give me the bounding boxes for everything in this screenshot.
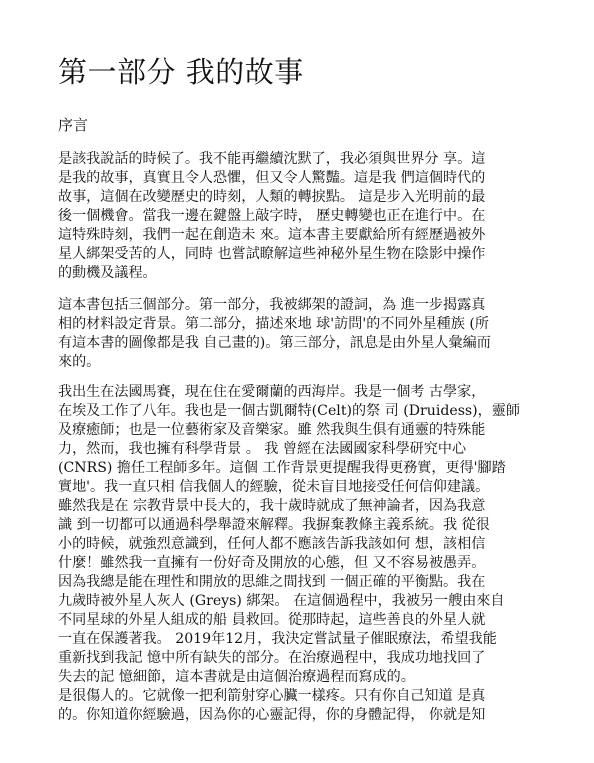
text-line: 我出生在法國馬賽，現在住在愛爾蘭的西海岸。我是一個考 古學家， [58,384,486,400]
text-line: 後一個機會。當我一邊在鍵盤上敲字時， 歷史轉變也正在進行中。在 [58,208,486,224]
text-line: 力，然而，我也擁有科學背景 。 我 曾經在法國國家科學研究中心 [58,441,467,457]
text-line: 的。你知道你經驗過，因為你的心靈記得，你的身體記得， 你就是知 [58,707,486,723]
text-line: 一直在保護著我。 2019年12月，我決定嘗試量子催眠療法，希望我能 [58,631,497,647]
text-line: 來的。 [58,354,101,370]
text-line: 因為我總是能在理性和開放的思維之間找到 一個正確的平衡點。我在 [58,574,486,590]
text-line: 小的時候，就強烈意識到，任何人都不應該告訴我該如何 想，該相信 [58,536,486,552]
text-line: 九歲時被外星人灰人 (Greys) 綁架。 在這個過程中，我被另一艘由來自 [58,593,505,609]
text-line: 這本書包括三個部分。第一部分，我被綁架的證詞，為 進一步揭露真 [58,297,486,313]
text-line: 是該我說話的時候了。我不能再繼續沈默了，我必須與世界分 享。這 [58,151,486,167]
text-line: 失去的記 憶細節，這本書就是由這個治療過程而寫成的。 [58,669,415,685]
text-line: 重新找到我記 憶中所有缺失的部分。在治療過程中，我成功地找回了 [58,650,486,666]
text-line: 相的材料設定背景。第二部分，描述來地 球'訪問'的不同外星種族 (所 [58,316,489,332]
text-line: 雖然我是在 宗教背景中長大的，我十歲時就成了無神論者，因為我意 [58,498,486,514]
text-line: 星人綁架受苦的人，同時 也嘗試瞭解這些神秘外星生物在陰影中操作 [58,246,486,262]
text-line: 不同星球的外星人組成的船 員救回。從那時起，這些善良的外星人就 [58,612,486,628]
text-line: 的動機及議程。 [58,265,157,281]
text-line: 有這本書的圖像都是我 自己畫的)。第三部分，訊息是由外星人彙編而 [58,335,491,351]
text-line: 故事，這個在改變歷史的時刻，人類的轉捩點。 這是步入光明前的最 [58,189,486,205]
text-line: 是我的故事，真實且令人恐懼，但又令人驚豔。這是我 們這個時代的 [58,170,486,186]
text-line: 什麼！雖然我一直擁有一份好奇及開放的心態，但 又不容易被愚弄。 [58,555,486,571]
text-line: 識 到一切都可以通過科學舉證來解釋。我摒棄教條主義系統。我 從很 [58,517,490,533]
text-line: 這特殊時刻，我們一起在創造未 來。這本書主要獻給所有經歷過被外 [58,227,486,243]
text-line: 實地'。我一直只相 信我個人的經驗，從未盲目地接受任何信仰建議。 [58,479,490,495]
page-title: 第一部分 我的故事 [58,55,304,89]
text-line: 在埃及工作了八年。我也是一個古凱爾特(Celt)的祭 司 (Druidess)，靈師 [58,403,520,419]
section-heading: 序言 [58,116,89,134]
paragraph-1 [58,150,485,283]
text-line: (CNRS) 擔任工程師多年。這個 工作背景更提醒我得更務實，更得'腳踏 [58,460,506,476]
paragraph-3 [58,383,520,725]
text-line: 是很傷人的。它就像一把利箭射穿心臟一樣疼。只有你自己知道 是真 [58,688,486,704]
text-line: 及療癒師；也是一位藝術家及音樂家。雖 然我與生俱有通靈的特殊能 [58,422,486,438]
paragraph-2 [58,296,491,372]
